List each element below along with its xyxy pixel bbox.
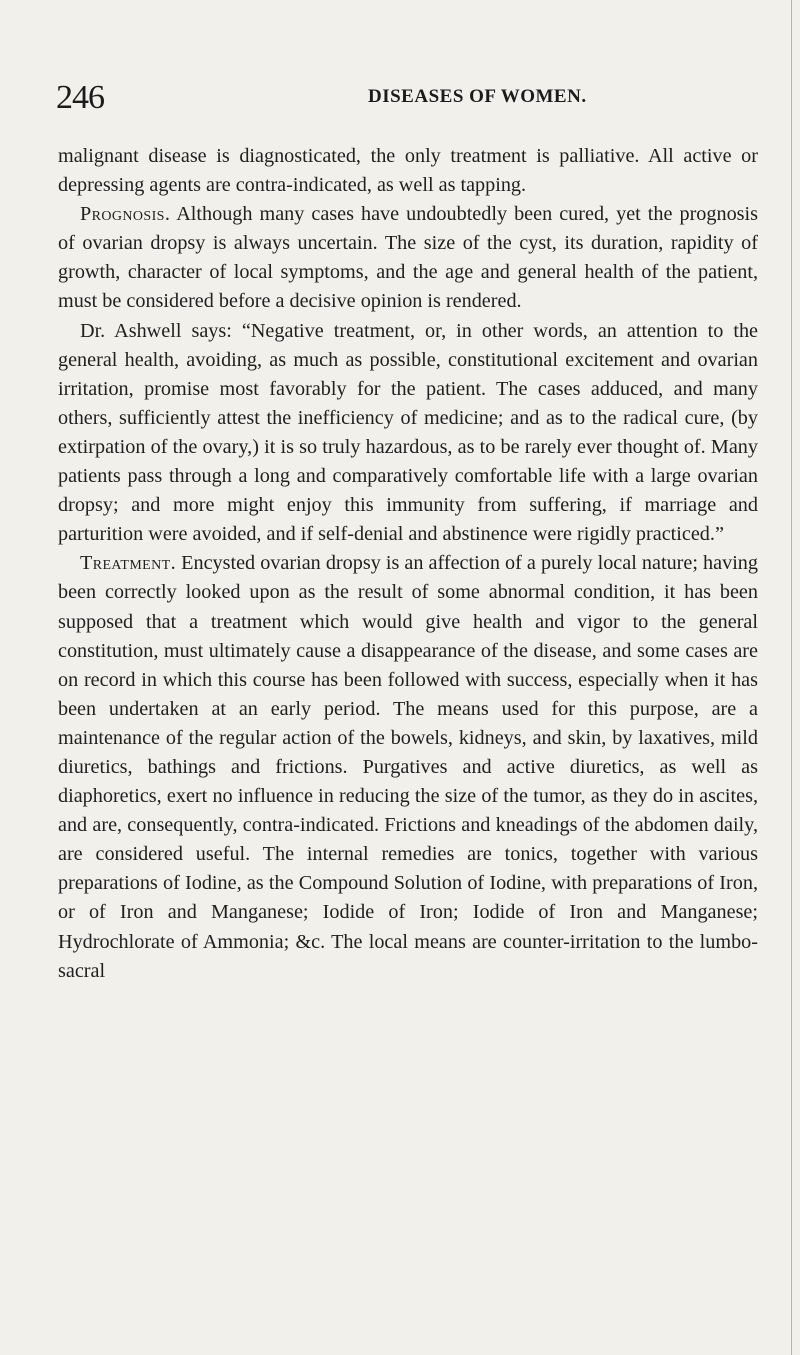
running-head: DISEASES OF WOMEN. (368, 86, 587, 107)
body-text (58, 142, 758, 986)
page-number: 246 (56, 79, 104, 116)
prognosis-paragraph (58, 200, 758, 316)
treatment-paragraph (58, 549, 758, 985)
prognosis-text: Although many cases have undoubtedly been cured, yet the prognosis of ovarian dropsy is always uncertain. The size of the cyst, its duration, rapidity of growth, character of local symptoms, and the age and general health of the patient, must be considered before a decisive opinion is rendered. (58, 203, 758, 313)
page-header (56, 72, 756, 128)
treatment-heading: Treatment. (80, 552, 177, 575)
treatment-text: Encysted ovarian dropsy is an affection of a purely local nature; having been correctly looked upon as the result of some abnormal condition, it has been supposed that a treatment which would give health and vigor to the general constitution, must ultimately cause a disappearance of the disease, and some cases are on record in which this course has been followed with success, especially when it has been undertaken at an early period. The means used for this purpose, are a maintenance of the regular action of the bowels, kidneys, and skin, by laxatives, mild diuretics, bathings and frictions. Purgatives and active diuretics, as well as diaphoretics, exert no influence in reducing the size of the tumor, as they do in ascites, and are, consequently, contra-indicated. Frictions and kneadings of the abdomen daily, are considered useful. The internal remedies are tonics, together with various preparations of Iodine, as the Compound Solution of Iodine, with preparations of Iron, or of Iron and Manganese; Iodide of Iron; Iodide of Iron and Manganese; Hydrochlorate of Ammonia; &c. The local means are counter-irritation to the lumbo-sacral (58, 552, 758, 982)
intro-paragraph: malignant disease is diagnosticated, the only treatment is palliative. All active or depressing agents are contra-indicated, as well as tapping. (58, 145, 758, 197)
ashwell-quote-paragraph: Dr. Ashwell says: “Negative treatment, or, in other words, an attention to the general health, avoiding, as much as possible, constitutional excitement and ovarian irritation, promise most favorably for the patient. The cases adduced, and many others, sufficiently attest the inefficiency of medicine; and as to the radical cure, (by extirpation of the ovary,) it is so truly hazardous, as to be rarely ever thought of. Many patients pass through a long and comparatively comfortable life with a large ovarian dropsy; and more might enjoy this immunity from suffering, if marriage and parturition were avoided, and if self-denial and abstinence were rigidly practiced.” (58, 319, 758, 546)
prognosis-heading: Prognosis. (80, 203, 171, 226)
page-edge (791, 0, 792, 1355)
